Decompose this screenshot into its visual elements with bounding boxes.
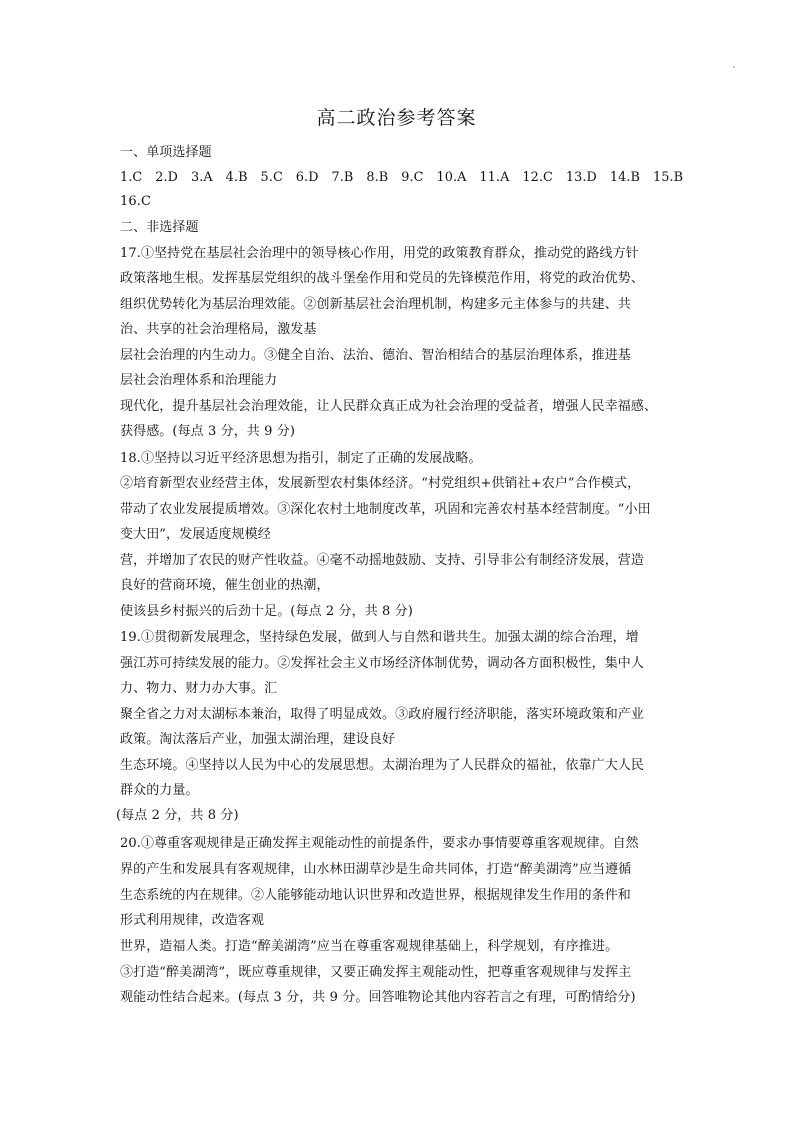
text-line: 17.①坚持党在基层社会治理中的领导核心作用，用党的政策教育群众，推动党的路线方针: [120, 246, 639, 261]
text-line: (每点 2 分，共 8 分): [116, 808, 239, 823]
text-line: 16.C: [120, 194, 152, 209]
text-line: ③打造“醉美湖湾”，既应尊重规律，又要正确发挥主观能动性，把尊重客观规律与发挥主: [120, 965, 632, 980]
text-line: 组织优势转化为基层治理效能。②创新基层社会治理机制，构建多元主体参与的共建、共: [120, 297, 631, 312]
text-line: 营，并增加了农民的财产性收益。④毫不动摇地鼓励、支持、引导非公有制经济发展，营造: [120, 553, 645, 568]
text-line: ②培育新型农业经营主体，发展新型农村集体经济。“村党组织+供销社+农户”合作模式，: [120, 476, 641, 491]
text-line: 带动了农业发展提质增效。③深化农村土地制度改革，巩固和完善农村基本经营制度。“小田: [120, 502, 651, 517]
scan-speck: [733, 66, 735, 68]
text-line: 使该县乡村振兴的后劲十足。(每点 2 分，共 8 分): [120, 604, 413, 619]
text-line: 现代化，提升基层社会治理效能，让人民群众真正成为社会治理的受益者，增强人民幸福感、: [120, 399, 658, 414]
text-line: 18.①坚持以习近平经济思想为指引，制定了正确的发展战略。: [120, 451, 482, 466]
text-line: 获得感。(每点 3 分，共 9 分): [120, 424, 296, 439]
text-line: 20.①尊重客观规律是正确发挥主观能动性的前提条件，要求办事情要尊重客观规律。自然: [120, 836, 639, 851]
text-line: 形式利用规律，改造客观: [120, 913, 265, 928]
text-line: 世界，造福人类。打造“醉美湖湾”应当在尊重客观规律基础上，科学规划，有序推进。: [120, 939, 619, 954]
text-line: 群众的力量。: [120, 783, 199, 798]
text-line: 变大田”，发展适度规模经: [120, 527, 271, 542]
text-line: 治、共享的社会治理格局，激发基: [120, 322, 317, 337]
text-line: 生态环境。④坚持以人民为中心的发展思想。太湖治理为了人民群众的福祉，依靠广大人民: [120, 758, 645, 773]
text-line: 良好的营商环境，催生创业的热潮，: [120, 578, 330, 593]
text-line: 界的产生和发展具有客观规律，山水林田湖草沙是生命共同体，打造“醉美湖湾”应当遵循: [120, 862, 632, 877]
text-line: 强江苏可持续发展的能力。②发挥社会主义市场经济体制优势，调动各方面积极性，集中人: [120, 656, 645, 671]
text-line: 聚全省之力对太湖标本兼治，取得了明显成效。③政府履行经济职能，落实环境政策和产业: [120, 707, 645, 722]
text-line: 1.C 2.D 3.A 4.B 5.C 6.D 7.B 8.B 9.C 10.A 11.A 12.C 13.D 14.B 15.B: [120, 170, 684, 185]
text-line: 生态系统的内在规律。②人能够能动地认识世界和改造世界，根据规律发生作用的条件和: [120, 888, 631, 903]
text-line: 政策落地生根。发挥基层党组织的战斗堡垒作用和党员的先锋模范作用，将党的政治优势、: [120, 271, 645, 286]
text-line: 19.①贯彻新发展理念，坚持绿色发展，做到人与自然和谐共生。加强太湖的综合治理，增: [120, 630, 639, 645]
text-line: 力、物力、财力办大事。汇: [120, 681, 278, 696]
text-line: 政策。淘汰落后产业，加强太湖治理，建设良好: [120, 732, 396, 747]
page-title: 高二政治参考答案: [316, 107, 477, 129]
text-line: 二、非选择题: [120, 220, 199, 235]
text-line: 观能动性结合起来。(每点 3 分，共 9 分。回答唯物论其他内容若言之有理，可酌情给分): [120, 990, 636, 1005]
text-line: 层社会治理的内生动力。③健全自治、法治、德治、智治相结合的基层治理体系，推进基: [120, 348, 631, 363]
text-line: 层社会治理体系和治理能力: [120, 373, 278, 388]
text-line: 一、单项选择题: [120, 145, 212, 160]
